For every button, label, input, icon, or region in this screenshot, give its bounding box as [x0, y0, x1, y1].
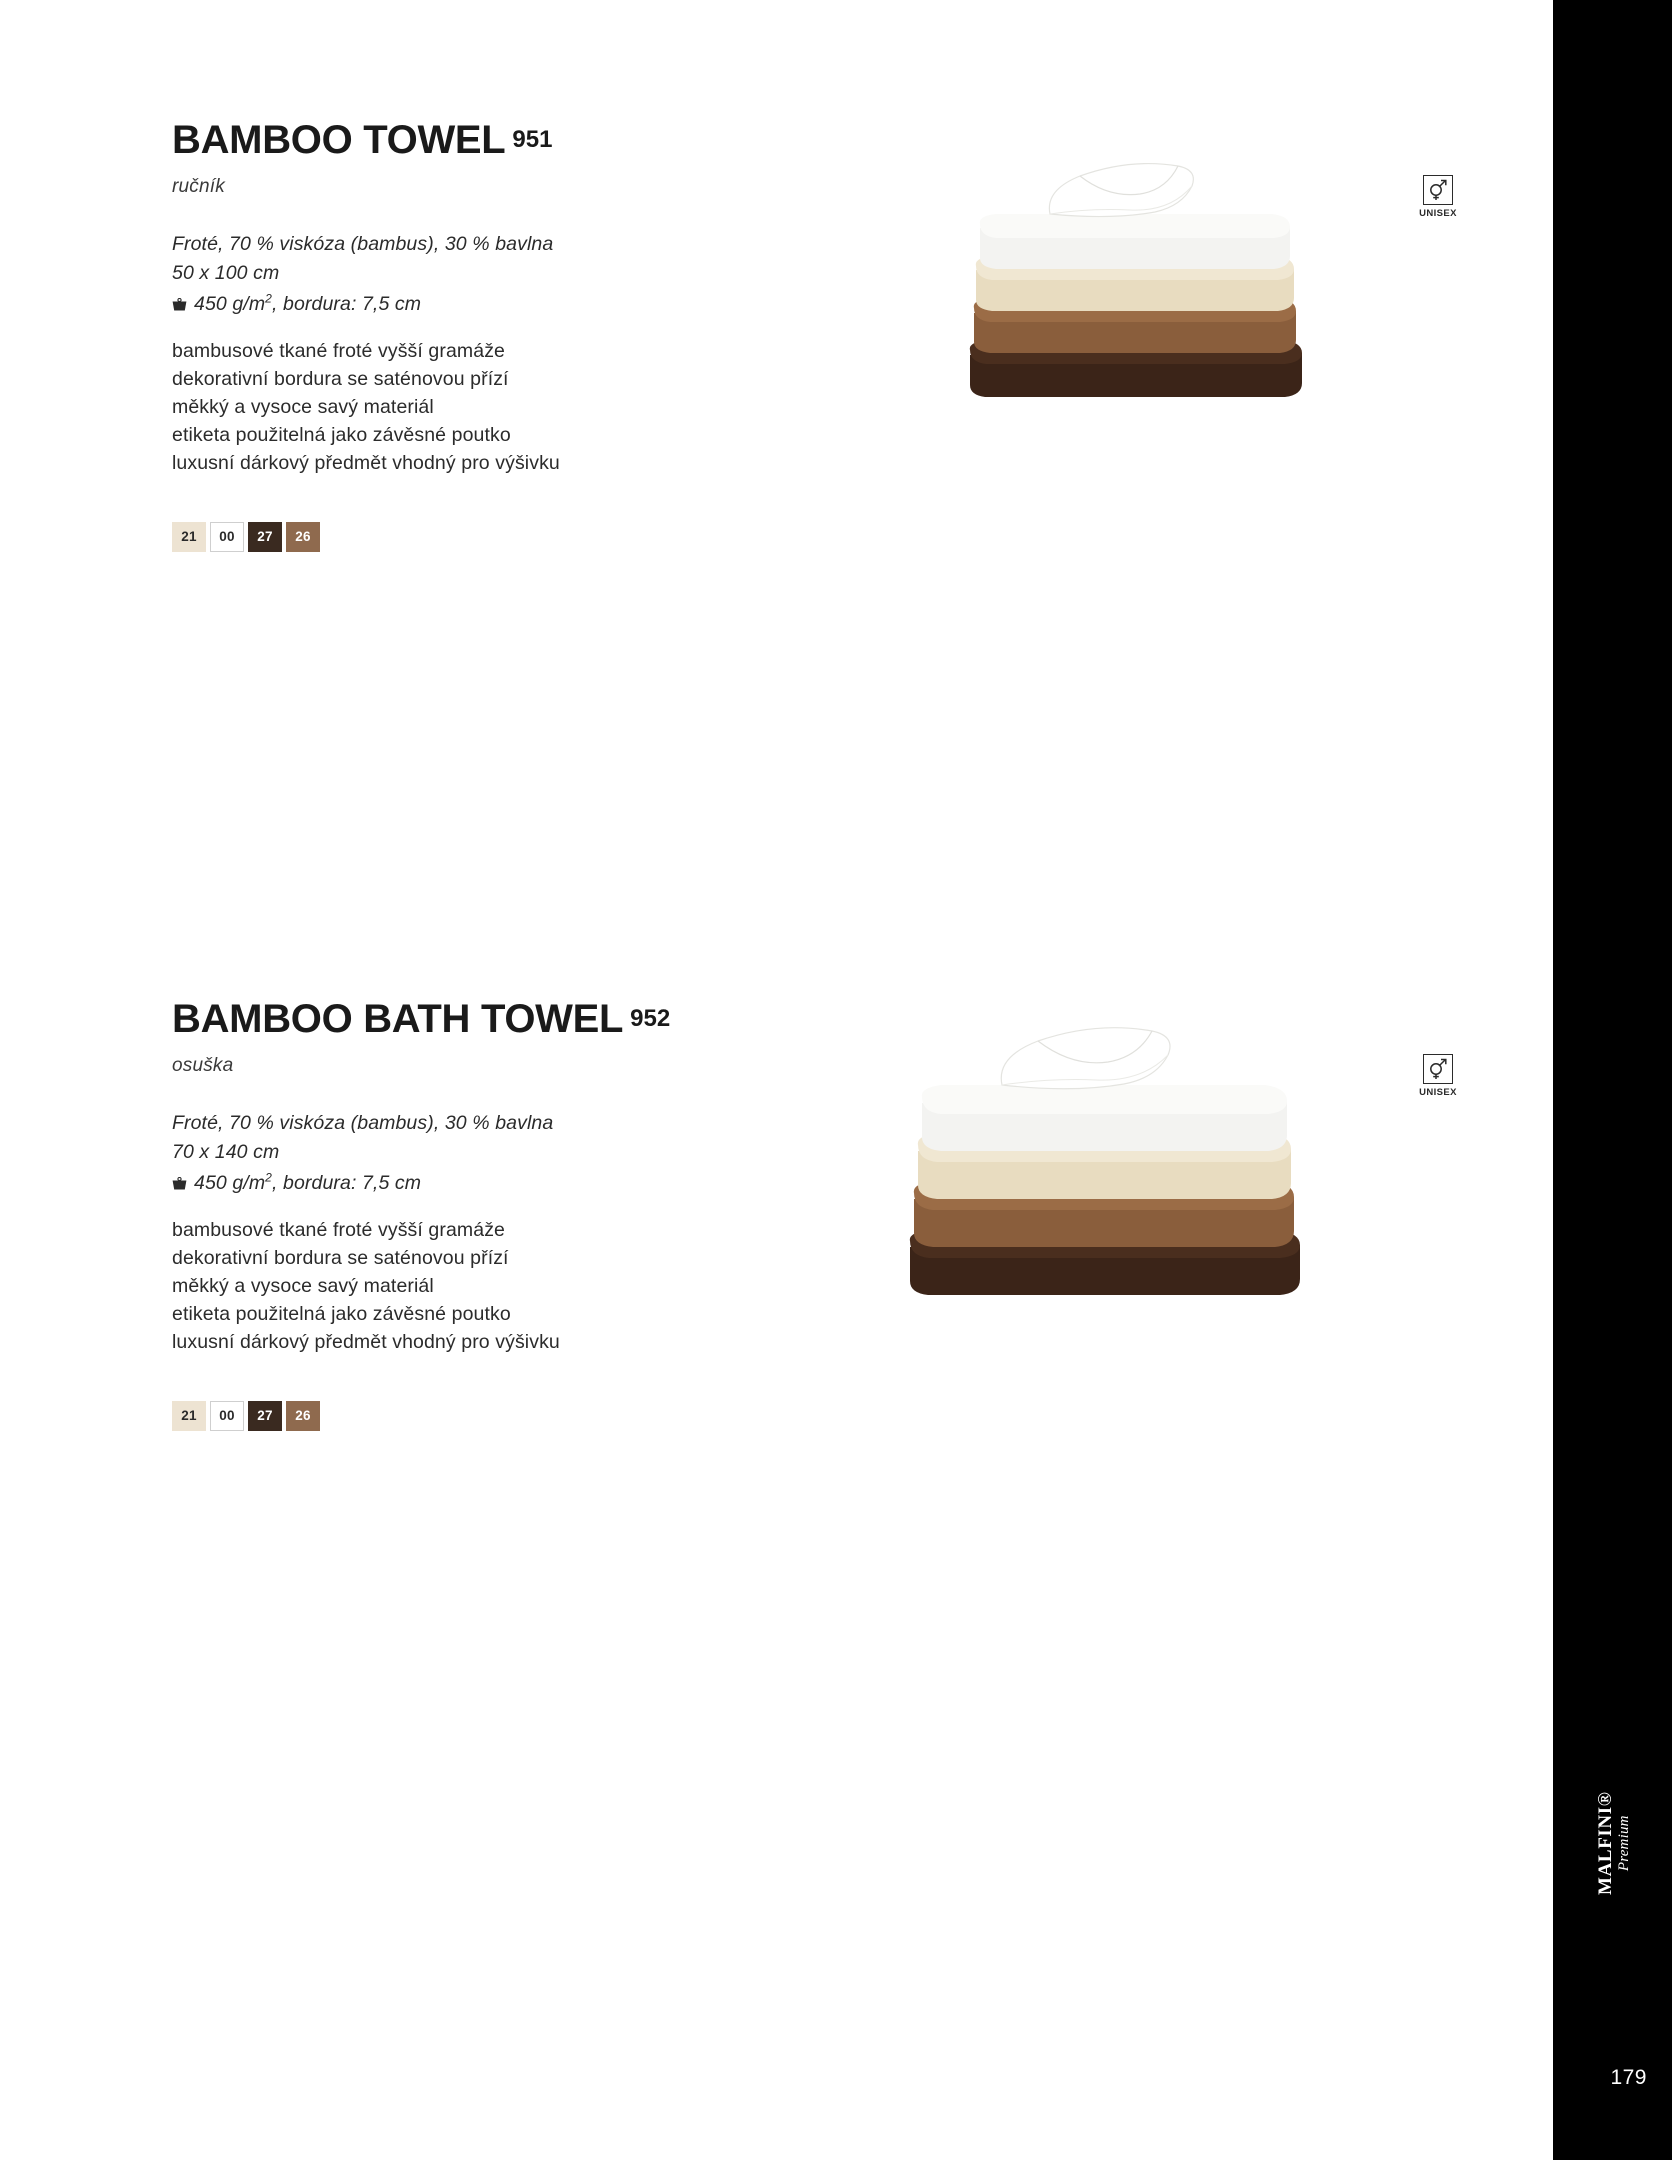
color-swatch-code: 27 [257, 529, 273, 545]
feature-item: bambusové tkané froté vyšší gramáže [172, 1218, 505, 1241]
brand-subtitle: Premium [1615, 1815, 1632, 1872]
product-subtitle: osuška [172, 1055, 234, 1076]
unisex-badge [1419, 1054, 1457, 1098]
unisex-gender-icon [1423, 1054, 1453, 1084]
brand-name: MALFINI® [1594, 1791, 1616, 1895]
color-swatch-code: 21 [181, 529, 197, 545]
feature-item: etiketa použitelná jako závěsné poutko [172, 1302, 511, 1325]
product-features [172, 1216, 732, 1356]
spec-weight-unit-sup: 2 [265, 291, 272, 306]
spec-weight-line [172, 1169, 732, 1198]
spec-weight [194, 290, 421, 319]
product-specs [172, 1109, 732, 1198]
spec-weight-border: , bordura: 7,5 cm [272, 1171, 422, 1194]
product-title-row [172, 999, 732, 1039]
unisex-gender-icon [1423, 175, 1453, 205]
spec-weight-value: 450 g/m [194, 292, 266, 315]
feature-item: měkký a vysoce savý materiál [172, 395, 434, 418]
product-code: 952 [630, 1004, 671, 1032]
color-swatch-list [172, 1401, 732, 1431]
product-image-951 [930, 150, 1390, 440]
product-title-row [172, 120, 732, 160]
spec-weight-line [172, 290, 732, 319]
color-swatch-code: 27 [257, 1408, 273, 1424]
product-specs [172, 230, 732, 319]
color-swatch[interactable] [210, 522, 244, 552]
color-swatch[interactable] [248, 522, 282, 552]
color-swatch-code: 21 [181, 1408, 197, 1424]
color-swatch[interactable] [286, 522, 320, 552]
color-swatch[interactable] [172, 1401, 206, 1431]
spec-size: 50 x 100 cm [172, 261, 280, 284]
spec-weight [194, 1169, 421, 1198]
product-code: 951 [512, 125, 553, 153]
color-swatch-code: 26 [295, 529, 311, 545]
feature-item: měkký a vysoce savý materiál [172, 1274, 434, 1297]
product-text-column [172, 120, 732, 552]
color-swatch[interactable] [210, 1401, 244, 1431]
color-swatch-code: 00 [219, 529, 235, 545]
spec-weight-unit-sup: 2 [265, 1170, 272, 1185]
unisex-badge [1419, 175, 1457, 219]
color-swatch[interactable] [248, 1401, 282, 1431]
feature-item: bambusové tkané froté vyšší gramáže [172, 339, 505, 362]
product-subtitle: ručník [172, 176, 225, 197]
feature-item: luxusní dárkový předmět vhodný pro výšivku [172, 451, 560, 474]
weight-icon [172, 1177, 187, 1190]
feature-item: etiketa použitelná jako závěsné poutko [172, 423, 511, 446]
product-features [172, 337, 732, 477]
product-image-952 [880, 1019, 1390, 1339]
weight-icon [172, 298, 187, 311]
feature-item: luxusní dárkový předmět vhodný pro výšivku [172, 1330, 560, 1353]
product-title: BAMBOO BATH TOWEL [172, 997, 624, 1041]
spec-weight-value: 450 g/m [194, 1171, 266, 1194]
page-sidebar [1553, 0, 1672, 2160]
spec-size: 70 x 140 cm [172, 1140, 280, 1163]
brand-spine [1574, 1765, 1654, 1945]
color-swatch[interactable] [286, 1401, 320, 1431]
unisex-label: UNISEX [1419, 1087, 1457, 1098]
feature-item: dekorativní bordura se saténovou přízí [172, 1246, 509, 1269]
spec-weight-border: , bordura: 7,5 cm [272, 292, 422, 315]
spec-material: Froté, 70 % viskóza (bambus), 30 % bavlna [172, 1112, 554, 1134]
color-swatch-code: 00 [219, 1408, 235, 1424]
color-swatch[interactable] [172, 522, 206, 552]
color-swatch-list [172, 522, 732, 552]
product-text-column [172, 999, 732, 1431]
unisex-label: UNISEX [1419, 208, 1457, 219]
product-title: BAMBOO TOWEL [172, 118, 506, 162]
color-swatch-code: 26 [295, 1408, 311, 1424]
page-number: 179 [1610, 2066, 1647, 2089]
feature-item: dekorativní bordura se saténovou přízí [172, 367, 509, 390]
spec-material: Froté, 70 % viskóza (bambus), 30 % bavlna [172, 233, 554, 255]
